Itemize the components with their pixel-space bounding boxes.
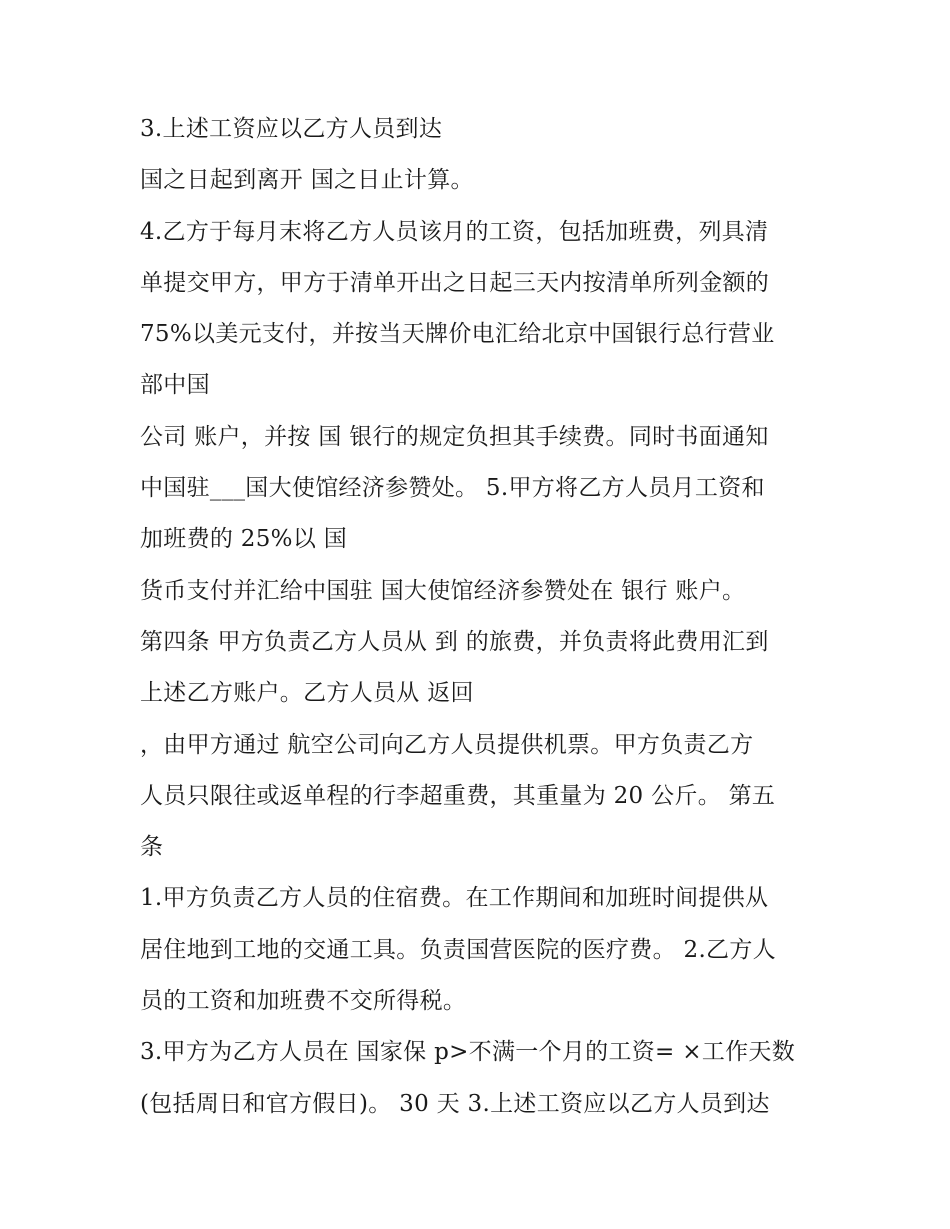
text-line: 部中国	[140, 372, 210, 399]
text-line: 4.乙方于每月末将乙方人员该月的工资，包括加班费，列具清	[140, 218, 769, 245]
text-line: 3.上述工资应以乙方人员到达	[140, 116, 443, 142]
document-body	[140, 106, 820, 1132]
text-line: 3.甲方为乙方人员在 国家保 p>不满一个月的工资= ×工作天数	[140, 1039, 796, 1066]
text-line: 国之日起到离开 国之日止计算。	[140, 167, 474, 194]
text-line: 中国驻___国大使馆经济参赞处。 5.甲方将乙方人员月工资和	[140, 475, 765, 502]
text-line: 75%以美元支付，并按当天牌价电汇给北京中国银行总行营业	[140, 321, 775, 348]
text-line: 人员只限往或返单程的行李超重费，其重量为 20 公斤。 第五	[140, 782, 776, 809]
text-line: 上述乙方账户。乙方人员从 返回	[140, 680, 474, 707]
text-line: (包括周日和官方假日)。 30 天 3.上述工资应以乙方人员到达	[140, 1090, 770, 1117]
text-line: 居住地到工地的交通工具。负责国营医院的医疗费。 2.乙方人	[140, 936, 776, 963]
text-line: 单提交甲方，甲方于清单开出之日起三天内按清单所列金额的	[140, 269, 770, 296]
text-line: 条	[140, 834, 164, 861]
text-line: 加班费的 25%以 国	[140, 526, 348, 553]
text-line: 第四条 甲方负责乙方人员从 到 的旅费，并负责将此费用汇到	[140, 628, 769, 655]
text-line: 1.甲方负责乙方人员的住宿费。在工作期间和加班时间提供从	[140, 885, 769, 912]
text-line: 员的工资和加班费不交所得税。	[140, 988, 467, 1015]
text-line: 货币支付并汇给中国驻 国大使馆经济参赞处在 银行 账户。	[140, 577, 746, 604]
text-line: ，由甲方通过 航空公司向乙方人员提供机票。甲方负责乙方	[140, 731, 754, 758]
text-line: 公司 账户，并按 国 银行的规定负担其手续费。同时书面通知	[140, 423, 769, 450]
